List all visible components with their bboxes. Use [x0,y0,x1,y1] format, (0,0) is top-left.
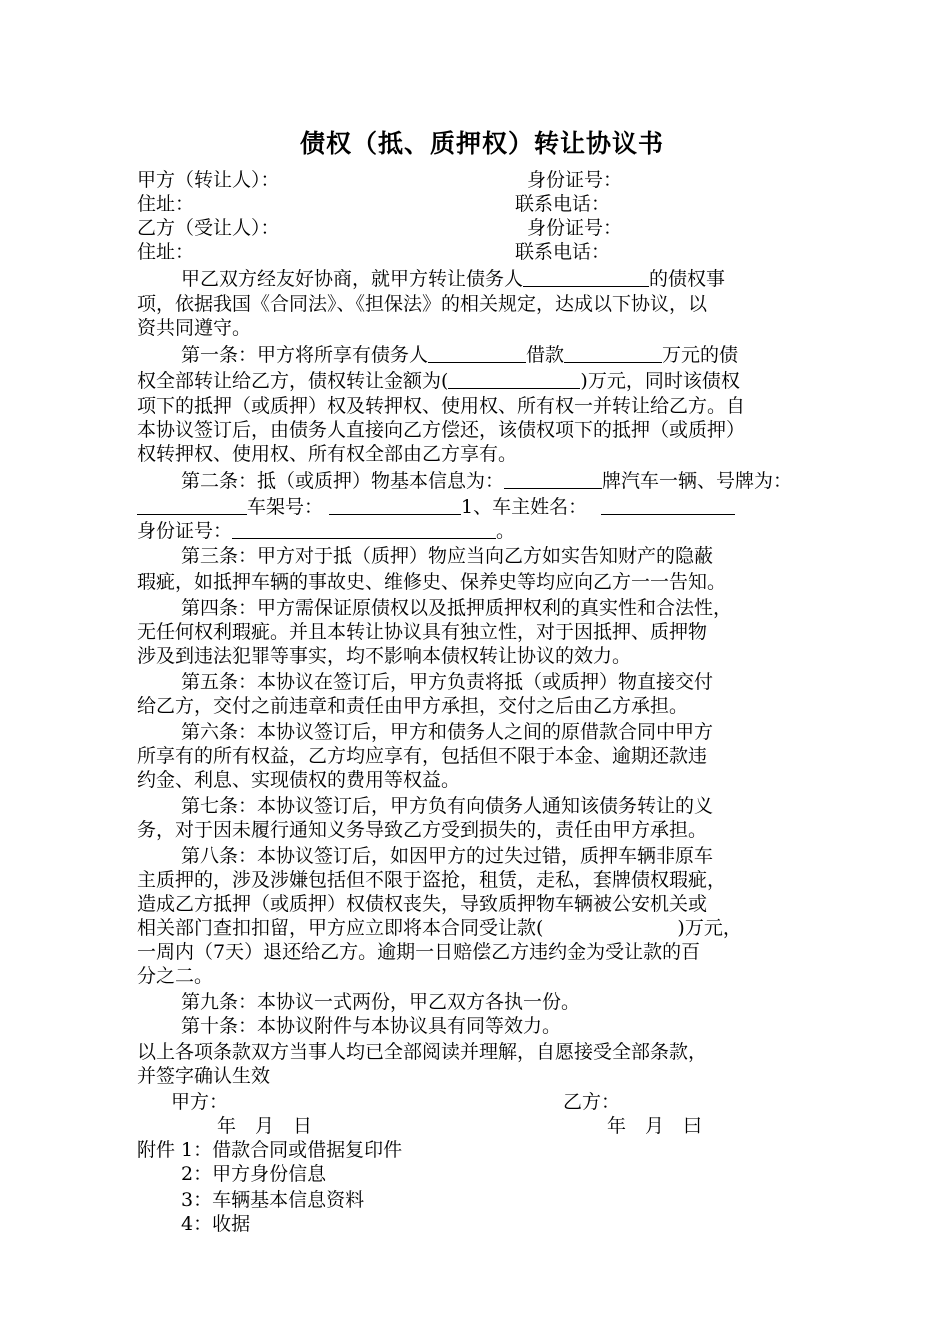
art2-l3-a: 身份证号： [137,520,233,542]
art4-line-2: 无任何权利瑕疵。并且本转让协议具有独立性，对于因抵押、质押物 [137,621,708,643]
art2-line-3 [137,518,515,543]
art1-text-a: 第一条：甲方将所享有债务人 [181,344,429,366]
signature-party-b: 乙方： [563,1091,621,1113]
party-b-label: 乙方（受让人）： [137,217,280,239]
transfer-amount-blank [448,368,580,389]
art7-line-1: 第七条：本协议签订后，甲方负有向债务人通知该债务转让的义 [181,795,714,817]
art3-line-2: 瑕疵，如抵押车辆的事故史、维修史、保养史等均应向乙方一一告知。 [137,571,727,593]
art1-l2-b: )万元，同时该债权 [580,370,740,392]
art8-line-3: 造成乙方抵押（或质押）权债权丧失，导致质押物车辆被公安机关或 [137,893,708,915]
signature-party-a: 甲方： [171,1091,229,1113]
art1-line-1 [181,342,738,367]
vin-blank [329,494,461,515]
art6-line-3: 约金、利息、实现债权的费用等权益。 [137,769,461,791]
art4-line-1: 第四条：甲方需保证原债权以及抵押质押权利的真实性和合法性， [181,597,733,619]
art1-debtor-blank [428,342,526,363]
intro-text-b: 的债权事 [649,268,726,290]
art2-l3-b: 。 [496,520,516,542]
art8-line-5: 一周内（7天）退还给乙方。逾期一日赔偿乙方违约金为受让款的百 [137,941,701,963]
art10-line: 第十条：本协议附件与本协议具有同等效力。 [181,1015,562,1037]
debtor-blank [523,266,649,287]
art5-line-2: 给乙方，交付之前违章和责任由甲方承担，交付之后由乙方承担。 [137,695,689,717]
attachment-item-1: 附件 1：借款合同或借据复印件 [137,1139,403,1161]
art2-l2-a: 车架号： [247,496,324,518]
art8-line-2: 主质押的，涉及涉嫌包括但不限于盗抢，租赁，走私，套牌债权瑕疵， [137,869,727,891]
art7-line-2: 务，对于因未履行通知义务导致乙方受到损失的，责任由甲方承担。 [137,819,708,841]
intro-text-a: 甲乙双方经友好协商，就甲方转让债务人 [181,268,524,290]
art4-line-3: 涉及到违法犯罪等事实，均不影响本债权转让协议的效力。 [137,645,632,667]
attachment-item-4: 4：收据 [181,1213,251,1235]
art8-l4-a: 相关部门查扣扣留，甲方应立即将本合同受让款( [137,917,544,939]
art8-line-4 [137,916,742,940]
art2-text-b: 牌汽车一辆、号牌为： [602,470,793,492]
address-a-label: 住址： [137,193,195,215]
art8-line-6: 分之二。 [137,965,214,987]
date-party-b: 年 月 曰 [607,1115,703,1137]
car-brand-blank [504,468,602,489]
art8-l4-b: )万元， [677,917,742,939]
attachment-item-2: 2：甲方身份信息 [181,1163,327,1185]
address-b-label: 住址： [137,241,195,263]
art6-line-1: 第六条：本协议签订后，甲方和债务人之间的原借款合同中甲方 [181,721,714,743]
art1-amount-blank [564,342,662,363]
art1-text-b: 借款 [526,344,565,366]
art1-line-3: 项下的抵押（或质押）权及转押权、使用权、所有权一并转让给乙方。自 [137,395,746,417]
date-party-a: 年 月 日 [217,1115,313,1137]
art1-line-5: 权转押权、使用权、所有权全部由乙方享有。 [137,443,518,465]
art1-text-c: 万元的债 [662,344,739,366]
document-title: 债权（抵、质押权）转让协议书 [299,129,664,158]
closing-line-1: 以上各项条款双方当事人均已全部阅读并理解，自愿接受全部条款， [137,1041,708,1063]
art1-line-2 [137,368,740,393]
closing-line-2: 并签字确认生效 [137,1065,271,1087]
art2-line-2 [137,494,735,519]
intro-line-2: 项，依据我国《合同法》、《担保法》的相关规定，达成以下协议，以 [137,293,708,315]
art2-text-a: 第二条：抵（或质押）物基本信息为： [181,470,505,492]
intro-line-3: 资共同遵守。 [137,317,252,339]
art6-line-2: 所享有的所有权益，乙方均应享有，包括但不限于本金、逾期还款违 [137,745,708,767]
art5-line-1: 第五条：本协议在签订后，甲方负责将抵（或质押）物直接交付 [181,671,714,693]
art9-line: 第九条：本协议一式两份，甲乙双方各执一份。 [181,991,581,1013]
owner-id-blank [232,518,496,539]
owner-name-blank [601,494,735,515]
art2-l2-b: 1、车主姓名： [461,496,588,518]
art8-line-1: 第八条：本协议签订后，如因甲方的过失过错，质押车辆非原车 [181,845,714,867]
art2-line-1 [181,468,792,493]
id-no-a-label: 身份证号： [527,169,623,191]
party-a-label: 甲方（转让人）： [137,169,280,191]
intro-line-1 [181,266,725,291]
attachment-item-3: 3：车辆基本信息资料 [181,1189,365,1211]
art3-line-1: 第三条：甲方对于抵（质押）物应当向乙方如实告知财产的隐蔽 [181,545,714,567]
phone-a-label: 联系电话： [515,193,611,215]
phone-b-label: 联系电话： [515,241,611,263]
plate-blank [137,494,247,515]
art1-l2-a: 权全部转让给乙方，债权转让金额为( [137,370,449,392]
art1-line-4: 本协议签订后，由债务人直接向乙方偿还，该债权项下的抵押（或质押） [137,419,746,441]
id-no-b-label: 身份证号： [527,217,623,239]
